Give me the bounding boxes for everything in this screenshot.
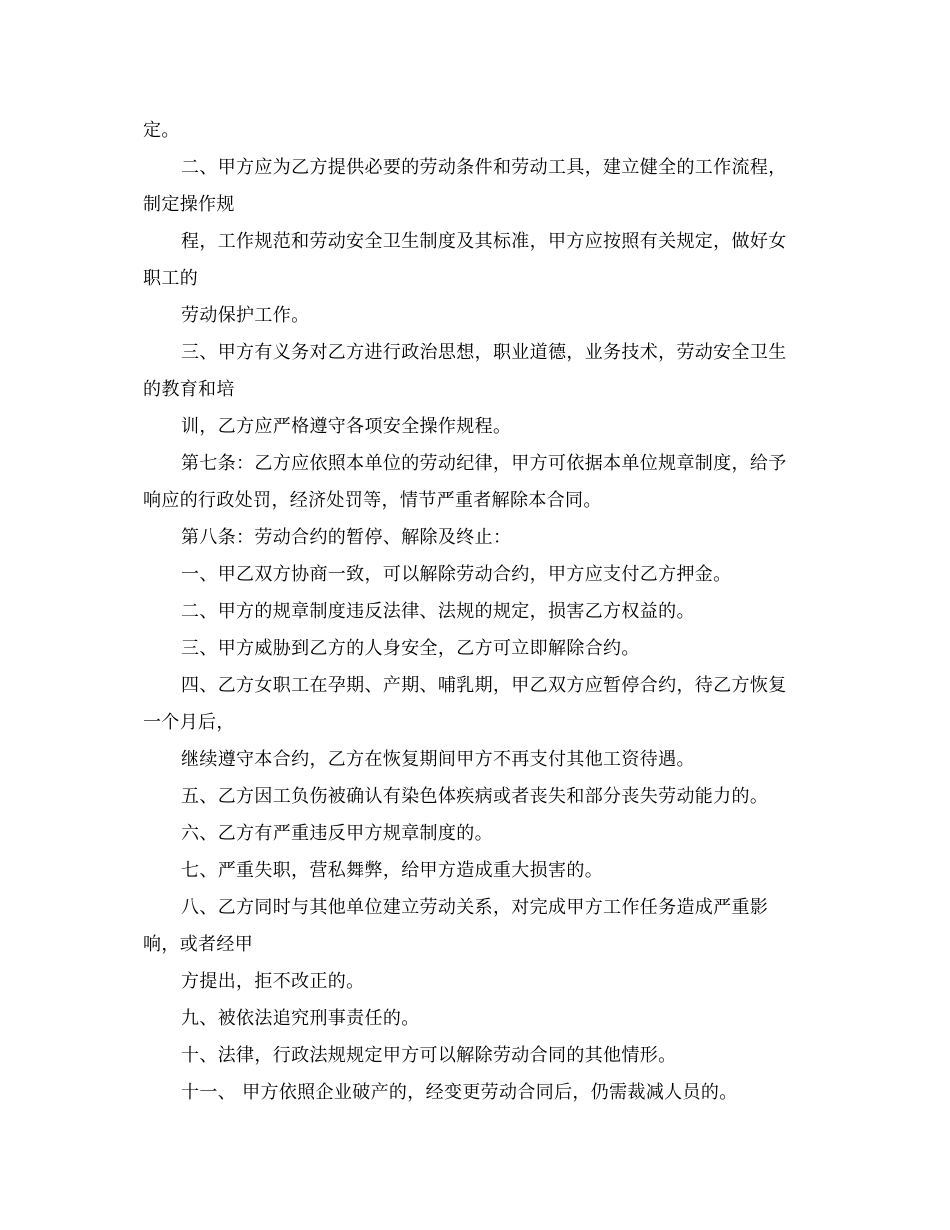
text-line: 一个月后， <box>143 712 235 733</box>
list-item: 六、乙方有严重违反甲方规章制度的。 <box>181 823 493 844</box>
text-line: 劳动保护工作。 <box>181 305 310 326</box>
document-body <box>143 112 808 1111</box>
text-line: 响，或者经甲 <box>143 934 254 955</box>
article-8-heading: 第八条：劳动合约的暂停、解除及终止： <box>181 527 512 548</box>
list-item: 十一、 甲方依照企业破产的，经变更劳动合同后，仍需裁减人员的。 <box>181 1082 738 1103</box>
list-item: 三、甲方威胁到乙方的人身安全，乙方可立即解除合约。 <box>181 638 640 659</box>
text-line: 三、甲方有义务对乙方进行政治思想，职业道德，业务技术，劳动安全卫生 <box>181 342 787 363</box>
list-item: 一、甲乙双方协商一致，可以解除劳动合约，甲方应支付乙方押金。 <box>181 564 732 585</box>
list-item: 七、严重失职，营私舞弊，给甲方造成重大损害的。 <box>181 860 604 881</box>
list-item: 九、被依法追究刑事责任的。 <box>181 1008 420 1029</box>
text-line: 程，工作规范和劳动安全卫生制度及其标准，甲方应按照有关规定，做好女 <box>181 231 787 252</box>
text-line: 训，乙方应严格遵守各项安全操作规程。 <box>181 416 512 437</box>
list-item: 五、乙方因工负伤被确认有染色体疾病或者丧失和部分丧失劳动能力的。 <box>181 786 769 807</box>
list-item: 八、乙方同时与其他单位建立劳动关系，对完成甲方工作任务造成严重影 <box>181 897 769 918</box>
list-item: 十、法律，行政法规规定甲方可以解除劳动合同的其他情形。 <box>181 1045 677 1066</box>
text-line: 制定操作规 <box>143 194 235 215</box>
text-line: 响应的行政处罚，经济处罚等，情节严重者解除本合同。 <box>143 490 602 511</box>
text-line: 继续遵守本合约，乙方在恢复期间甲方不再支付其他工资待遇。 <box>181 749 695 770</box>
article-7-line: 第七条：乙方应依照本单位的劳动纪律，甲方可依据本单位规章制度，给予 <box>181 453 787 474</box>
list-item: 二、甲方的规章制度违反法律、法规的规定，损害乙方权益的。 <box>181 601 695 622</box>
text-line: 二、甲方应为乙方提供必要的劳动条件和劳动工具，建立健全的工作流程， <box>181 157 787 178</box>
text-line: 的教育和培 <box>143 379 235 400</box>
list-item: 四、乙方女职工在孕期、产期、哺乳期，甲乙双方应暂停合约，待乙方恢复 <box>181 675 787 696</box>
text-line: 方提出，拒不改正的。 <box>181 971 365 992</box>
text-line: 定。 <box>143 120 180 141</box>
text-line: 职工的 <box>143 268 199 289</box>
